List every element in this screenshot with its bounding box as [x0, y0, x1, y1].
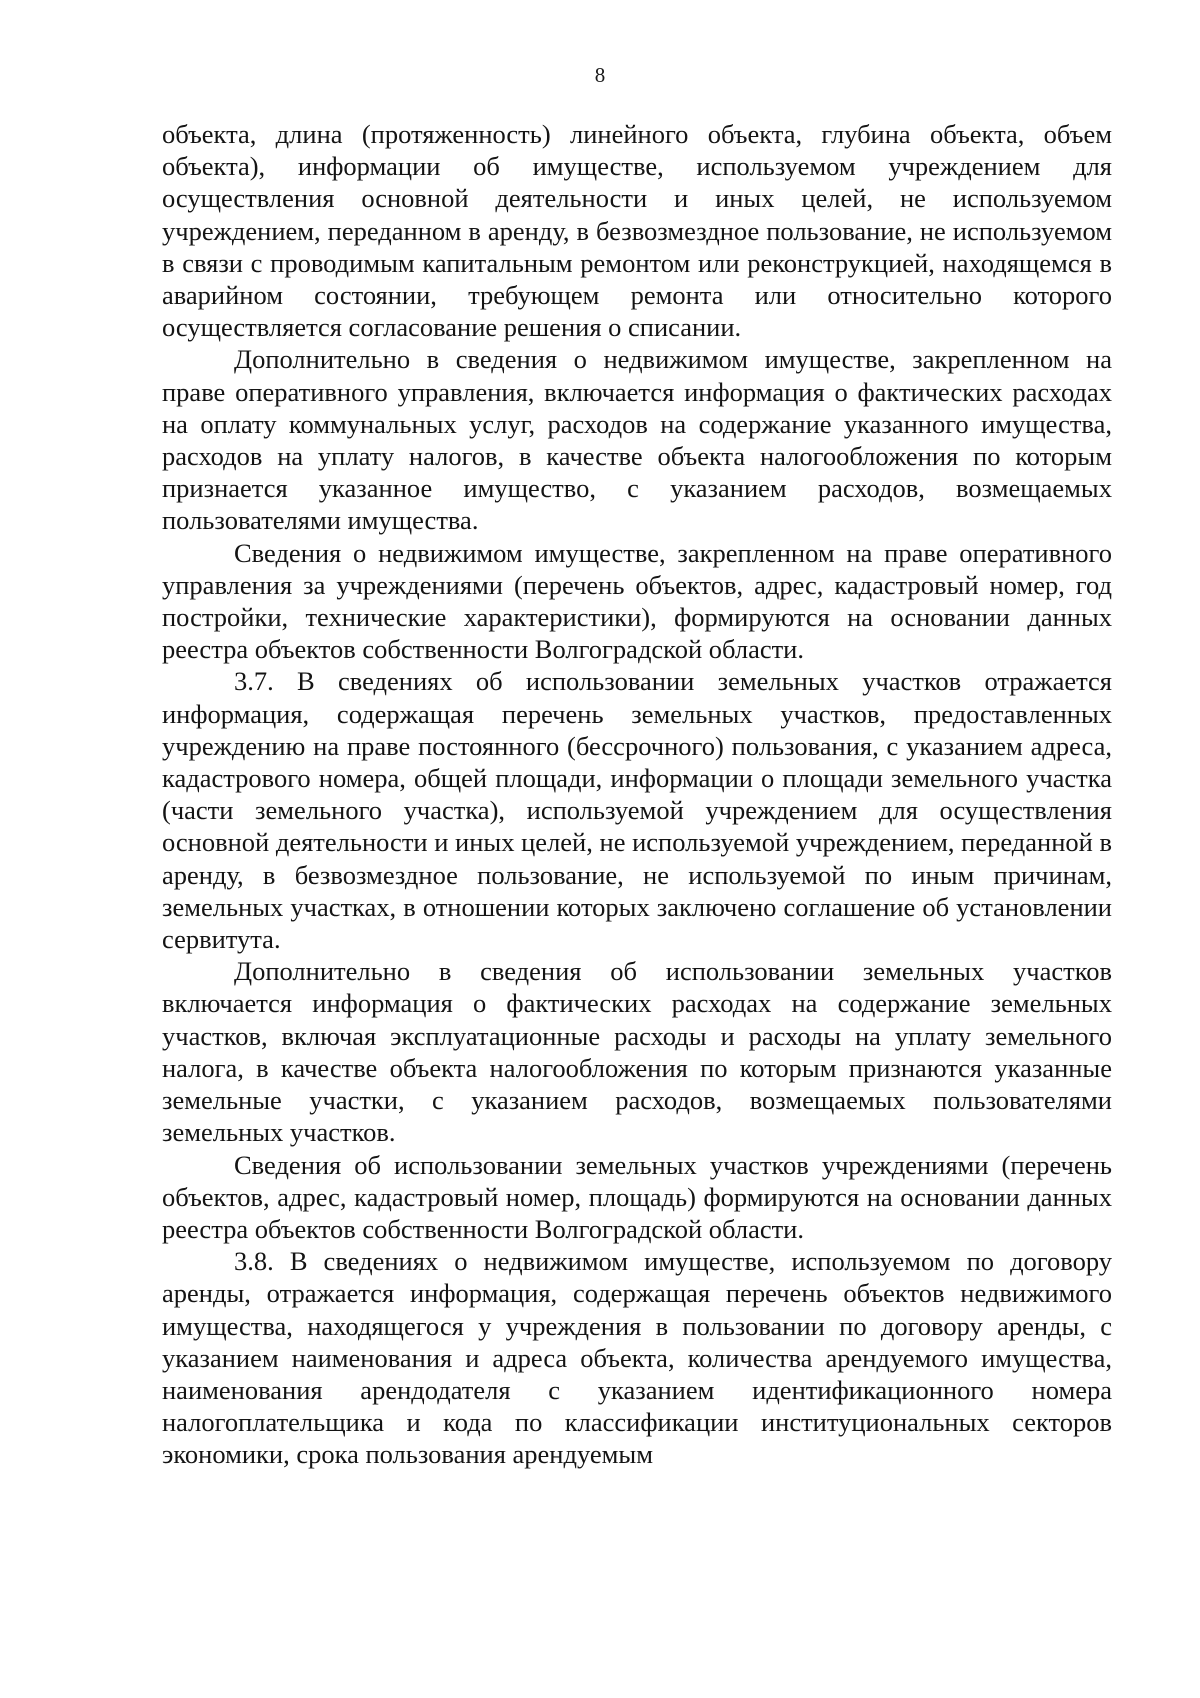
paragraph-section-3-7: 3.7. В сведениях об использовании земельных участков отражается информация, содержащая перечень земельных участков, предоставленных учреждению на праве постоянного (бессрочного) пользования, с указанием адреса, кадастрового номера, общей площади, информации о площади земельного участка (части земельного участка), используемой учреждением для осуществления основной деятельности и иных целей, не используемой учреждением, переданной в аренду, в безвозмездное пользование, не используемой по иным причинам, земельных участках, в отношении которых заключено соглашение об установлении сервитута. — [162, 666, 1112, 955]
paragraph-land-registry: Сведения об использовании земельных участков учреждениями (перечень объектов, адрес, кадастровый номер, площадь) формируются на основании данных реестра объектов собственности Волгоградской области. — [162, 1149, 1112, 1244]
document-body — [162, 118, 1112, 1471]
paragraph-section-3-8: 3.8. В сведениях о недвижимом имуществе, используемом по договору аренды, отражается информация, содержащая перечень объектов недвижимого имущества, находящегося у учреждения в пользовании по договору аренды, с указанием наименования и адреса объекта, количества арендуемого имущества, наименования арендодателя с указанием идентификационного номера налогоплательщика и кода по классификации институциональных секторов экономики, срока пользования арендуемым — [162, 1246, 1112, 1470]
page-number: 8 — [594, 63, 606, 87]
paragraph-continuation: объекта, длина (протяженность) линейного объекта, глубина объекта, объем объекта), информации об имуществе, используемом учреждением для осуществления основной деятельности и иных целей, не используемом учреждением, переданном в аренду, в безвозмездное пользование, не используемом в связи с проводимым капитальным ремонтом или реконструкцией, находящемся в аварийном состоянии, требующем ремонта или относительно которого осуществляется согласование решения о списании. — [162, 119, 1112, 343]
paragraph-additional-land-info: Дополнительно в сведения об использовании земельных участков включается информация о фактических расходах на содержание земельных участков, включая эксплуатационные расходы и расходы на уплату земельного налога, в качестве объекта налогообложения по которым признаются указанные земельные участки, с указанием расходов, возмещаемых пользователями земельных участков. — [162, 956, 1112, 1148]
paragraph-additional-property-info: Дополнительно в сведения о недвижимом имуществе, закрепленном на праве оперативного управления, включается информация о фактических расходах на оплату коммунальных услуг, расходов на содержание указанного имущества, расходов на уплату налогов, в качестве объекта налогообложения по которым признается указанное имущество, с указанием расходов, возмещаемых пользователями имущества. — [162, 344, 1112, 536]
paragraph-property-registry: Сведения о недвижимом имуществе, закрепленном на праве оперативного управления за учреждениями (перечень объектов, адрес, кадастровый номер, год постройки, технические характеристики), формируются на основании данных реестра объектов собственности Волгоградской области. — [162, 537, 1112, 665]
